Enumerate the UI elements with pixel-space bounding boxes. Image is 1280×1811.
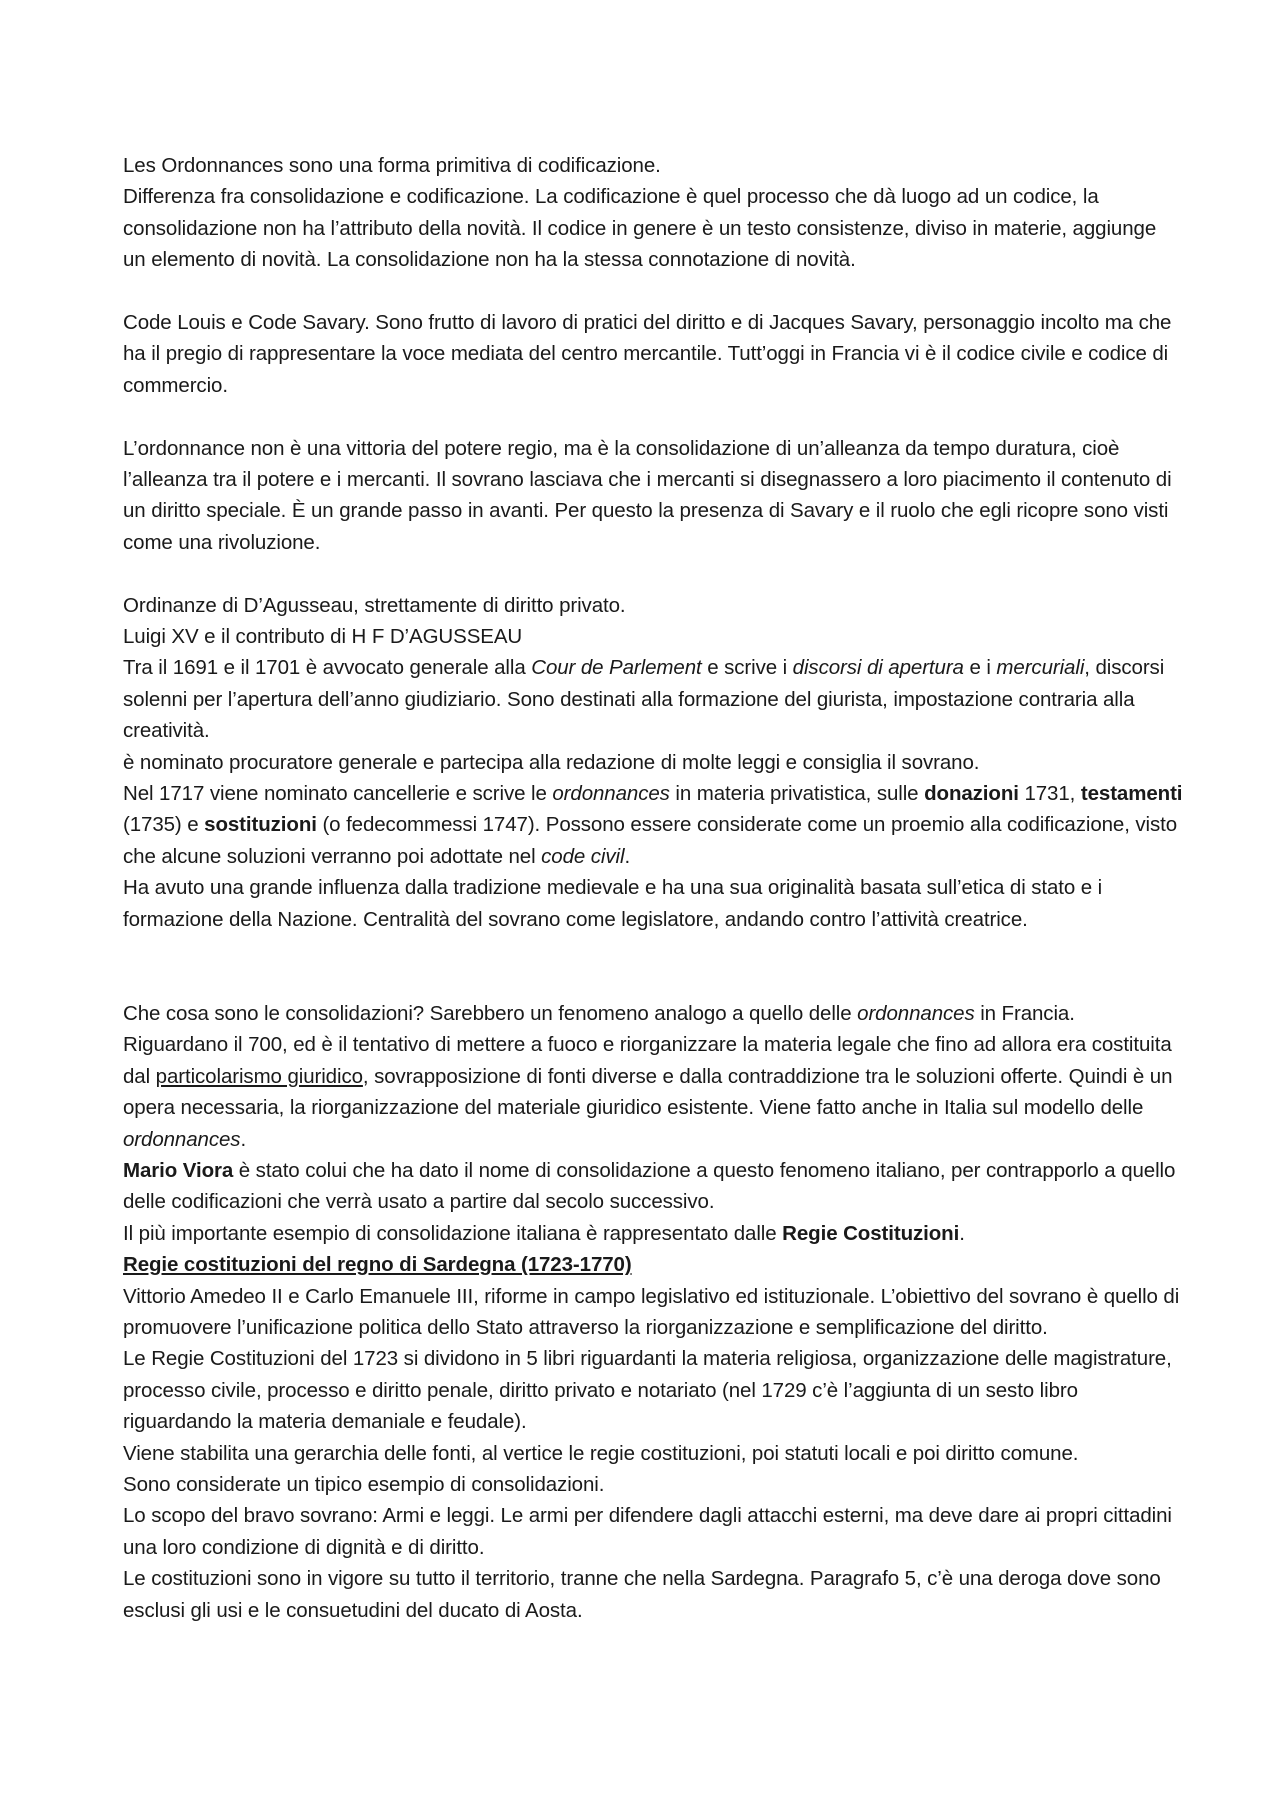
paragraph: Les Ordonnances sono una forma primitiva di codificazione. xyxy=(123,154,661,177)
paragraph: Code Louis e Code Savary. Sono frutto di lavoro di pratici del diritto e di Jacques Savary, personaggio incolto ma che ha il pregio di rappresentare la voce mediata del centro mercantile. Tutt’oggi in Francia vi è il codice civile e codice di commercio. xyxy=(123,311,1172,397)
emphasis: discorsi di apertura xyxy=(792,656,964,680)
paragraph: Sono considerate un tipico esempio di consolidazioni. xyxy=(123,1473,605,1496)
emphasis: mercuriali xyxy=(996,656,1085,680)
spacer xyxy=(123,558,1183,589)
paragraph: Ordinanze di D’Agusseau, strettamente di diritto privato. xyxy=(123,593,626,617)
paragraph: Ha avuto una grande influenza dalla tradizione medievale e ha una sua originalità basata sull’etica di stato e i formazione della Nazione. Centralità del sovrano come legislatore, andando contro l’attività creatrice. xyxy=(123,876,1103,931)
paragraph: è nominato procuratore generale e partecipa alla redazione di molte leggi e consiglia il sovrano. xyxy=(123,750,980,774)
bold-term: sostituzioni xyxy=(204,813,317,837)
paragraph: Il più importante esempio di consolidazione italiana è rappresentato dalle Regie Costituzioni. xyxy=(123,1221,965,1245)
emphasis: ordonnances xyxy=(123,1127,241,1151)
paragraph: Le Regie Costituzioni del 1723 si dividono in 5 libri riguardanti la materia religiosa, organizzazione delle magistrature, processo civile, processo e diritto penale, diritto privato e notariato (nel 1729 c’è l’aggiunta di un sesto libro riguardando la materia demaniale e feudale). xyxy=(123,1347,1172,1434)
paragraph: Luigi XV e il contributo di H F D’AGUSSEAU xyxy=(123,625,523,649)
bold-term: donazioni xyxy=(924,782,1019,806)
emphasis: Cour de Parlement xyxy=(531,656,702,680)
paragraph: Differenza fra consolidazione e codificazione. La codificazione è quel processo che dà luogo ad un codice, la consolidazione non ha l’attributo della novità. Il codice in genere è un testo consistenze, diviso in materie, aggiunge un elemento di novità. La consolidazione non ha la stessa connotazione di novità. xyxy=(123,185,1157,272)
spacer xyxy=(123,401,1183,432)
paragraph: Lo scopo del bravo sovrano: Armi e leggi. Le armi per difendere dagli attacchi esterni, ma deve dare ai propri cittadini una loro condizione di dignità e di diritto. xyxy=(123,1504,1172,1559)
emphasis: code civil xyxy=(541,844,625,868)
paragraph: Mario Viora è stato colui che ha dato il nome di consolidazione a questo fenomeno italiano, per contrapporlo a quello delle codificazioni che verrà usato a partire dal secolo successivo. xyxy=(123,1158,1176,1214)
emphasis: ordonnances xyxy=(552,782,670,806)
spacer xyxy=(123,276,1183,307)
paragraph: Vittorio Amedeo II e Carlo Emanuele III, riforme in campo legislativo ed istituzionale. L’obiettivo del sovrano è quello di promuovere l’unificazione politica dello Stato attraverso la riorganizzazione e semplificazione del diritto. xyxy=(123,1284,1180,1339)
bold-term: Regie Costituzioni xyxy=(782,1221,960,1245)
spacer xyxy=(123,935,1183,998)
paragraph: Tra il 1691 e il 1701 è avvocato generale alla Cour de Parlement e scrive i discorsi di apertura e i mercuriali, discorsi solenni per l’apertura dell’anno giudiziario. Sono destinati alla formazione del giurista, impostazione contraria alla creatività. xyxy=(123,656,1165,743)
bold-term: Mario Viora xyxy=(123,1158,234,1182)
underlined-term: particolarismo giuridico xyxy=(155,1064,363,1088)
bold-term: testamenti xyxy=(1080,782,1183,806)
paragraph: Le costituzioni sono in vigore su tutto il territorio, tranne che nella Sardegna. Paragrafo 5, c’è una deroga dove sono esclusi gli usi e le consuetudini del ducato di Aosta. xyxy=(123,1567,1161,1622)
emphasis: ordonnances xyxy=(857,1001,975,1025)
paragraph: L’ordonnance non è una vittoria del potere regio, ma è la consolidazione di un’alleanza da tempo duratura, cioè l’alleanza tra il potere e i mercanti. Il sovrano lasciava che i mercanti si disegnassero a loro piacimento il contenuto di un diritto speciale. È un grande passo in avanti. Per questo la presenza di Savary e il ruolo che egli ricopre sono visti come una rivoluzione. xyxy=(123,436,1172,554)
document-page xyxy=(123,150,1183,1626)
section-heading: Regie costituzioni del regno di Sardegna (1723-1770) xyxy=(123,1253,632,1277)
paragraph: Viene stabilita una gerarchia delle fonti, al vertice le regie costituzioni, poi statuti locali e poi diritto comune. xyxy=(123,1441,1079,1465)
paragraph: Che cosa sono le consolidazioni? Sarebbero un fenomeno analogo a quello delle ordonnances in Francia. Riguardano il 700, ed è il tentativo di mettere a fuoco e riorganizzare la materia legale che fino ad allora era costituita dal particolarismo giuridico, sovrapposizione di fonti diverse e dalla contraddizione tra le soluzioni offerte. Quindi è un opera necessaria, la riorganizzazione del materiale giuridico esistente. Viene fatto anche in Italia sul modello delle ordonnances. xyxy=(123,1001,1173,1151)
paragraph: Nel 1717 viene nominato cancellerie e scrive le ordonnances in materia privatistica, sulle donazioni 1731, testamenti (1735) e sostituzioni (o fedecommessi 1747). Possono essere considerate come un proemio alla codificazione, visto che alcune soluzioni verranno poi adottate nel code civil. xyxy=(123,782,1183,868)
